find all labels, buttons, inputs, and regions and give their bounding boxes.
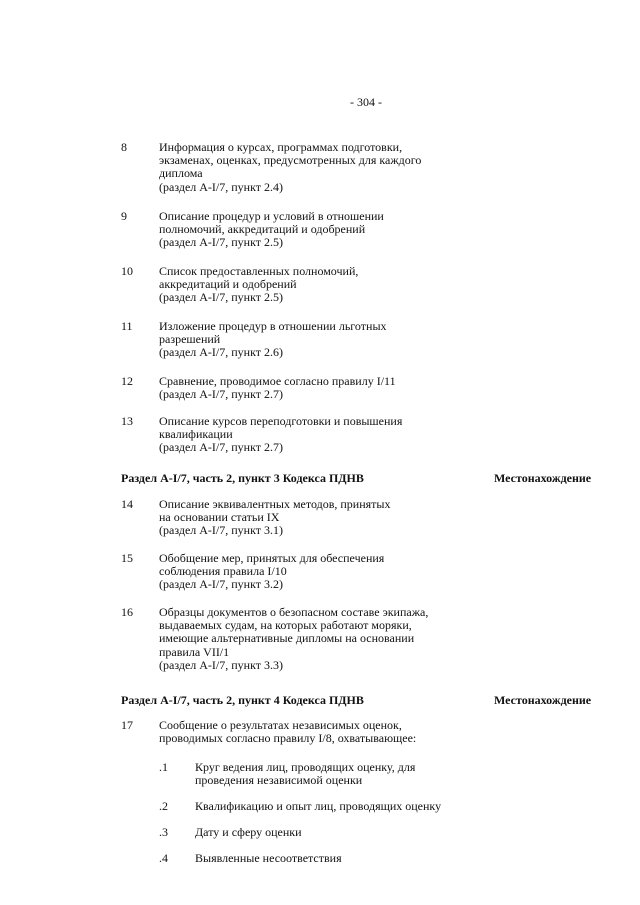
page-number: - 304 - [350,95,382,109]
item-text: Описание эквивалентных методов, принятых на основании статьи IX (раздел A-I/7, пункт 3.1) [159,497,391,538]
section-header [121,694,601,707]
sub-item-text: Дату и сферу оценки [195,825,302,839]
item-text: Список предоставленных полномочий, аккредитаций и одобрений (раздел A-I/7, пункт 2.5) [159,264,359,305]
item-number: 16 [121,605,133,619]
item-number: 17 [121,718,133,732]
item-number: 14 [121,497,133,511]
item-text: Сравнение, проводимое согласно правилу I/11 (раздел A-I/7, пункт 2.7) [159,374,396,402]
location-column-header: Местонахождение [494,471,592,485]
item-text: Обобщение мер, принятых для обеспечения соблюдения правила I/10 (раздел A-I/7, пункт 3.2) [159,551,385,592]
item-text: Описание процедур и условий в отношении полномочий, аккредитаций и одобрений (раздел A-I/7, пункт 2.5) [159,209,384,250]
sub-item-text: Выявленные несоответствия [195,851,342,865]
sub-item-number: .4 [159,851,168,865]
item-number: 11 [121,319,133,333]
item-text: Сообщение о результатах независимых оценок, проводимых согласно правилу I/8, охватывающее: [159,718,417,746]
item-text: Описание курсов переподготовки и повышения квалификации (раздел A-I/7, пункт 2.7) [159,414,403,455]
item-number: 8 [121,140,127,154]
sub-item-text: Круг ведения лиц, проводящих оценку, для проведения независимой оценки [195,760,416,788]
item-number: 12 [121,374,133,388]
item-number: 13 [121,414,133,428]
location-column-header: Местонахождение [494,693,592,707]
sub-item-number: .2 [159,799,168,813]
sub-item-text: Квалификацию и опыт лиц, проводящих оценку [195,799,442,813]
section-title: Раздел A-I/7, часть 2, пункт 4 Кодекса ПДНВ [121,693,364,707]
sub-item-number: .1 [159,760,168,774]
section-header [121,472,601,485]
item-number: 15 [121,551,133,565]
item-text: Информация о курсах, программах подготовки, экзаменах, оценках, предусмотренных для каждого диплома (раздел A-I/7, пункт 2.4) [159,140,422,194]
item-number: 10 [121,264,133,278]
section-title: Раздел A-I/7, часть 2, пункт 3 Кодекса ПДНВ [121,471,364,485]
sub-item-number: .3 [159,825,168,839]
item-number: 9 [121,209,127,223]
item-text: Изложение процедур в отношении льготных разрешений (раздел A-I/7, пункт 2.6) [159,319,387,360]
item-text: Образцы документов о безопасном составе экипажа, выдаваемых судам, на которых работают моряки, имеющие альтернативные дипломы на основании правила VII/1 (раздел A-I/7, пункт 3.3) [159,605,429,672]
